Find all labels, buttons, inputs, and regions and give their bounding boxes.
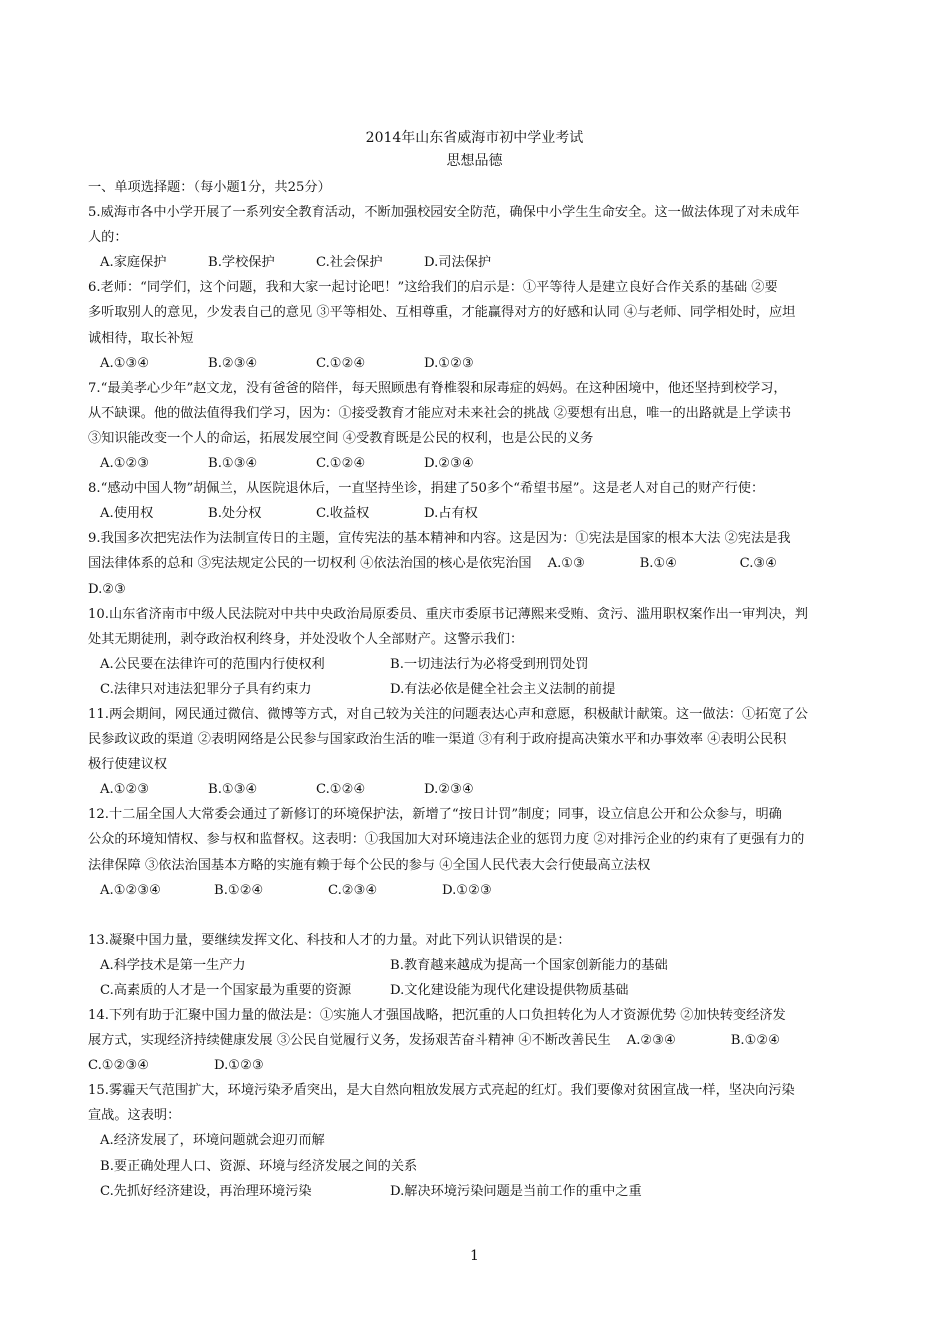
option-d: D.②③④ xyxy=(424,456,474,472)
option-d: D.占有权 xyxy=(424,506,478,522)
question-text: 9.我国多次把宪法作为法制宣传日的主题，宣传宪法的基本精神和内容。这是因为：①宪法是国家的根本大法 ②宪法是我 xyxy=(88,531,791,547)
question-text: 多听取别人的意见，少发表自己的意见 ③平等相处、互相尊重，才能赢得对方的好感和认同 ④与老师、同学相处时，应坦 xyxy=(88,305,796,321)
question-text: 15.雾霾天气范围扩大，环境污染矛盾突出，是大自然向粗放发展方式亮起的红灯。我们要像对贫困宣战一样，坚决向污染 xyxy=(88,1083,795,1099)
option-d: D.①②③ xyxy=(424,355,474,371)
option-c: C.法律只对违法犯罪分子具有约束力 xyxy=(100,681,312,697)
answer-options xyxy=(88,351,868,376)
option-a: A.①②③ xyxy=(100,782,150,798)
question-7 xyxy=(88,376,868,476)
option-a: A.①③ xyxy=(547,556,585,572)
question-text: 7.“最美孝心少年”赵文龙，没有爸爸的陪伴，每天照顾患有脊椎裂和尿毒症的妈妈。在这种困境中，他还坚持到校学习， xyxy=(88,380,787,396)
answer-options xyxy=(88,677,868,702)
option-b: B.处分权 xyxy=(208,506,262,522)
question-text: 12.十二届全国人大常委会通过了新修订的环境保护法，新增了“按日计罚”制度；同事，设立信息公开和公众参与，明确 xyxy=(88,807,782,823)
option-c: C.①②④ xyxy=(316,782,366,798)
option-b: B.②③④ xyxy=(208,355,258,371)
option-d: D.司法保护 xyxy=(424,255,492,271)
answer-options xyxy=(88,978,868,1003)
answer-options xyxy=(88,953,868,978)
question-12 xyxy=(88,802,868,902)
page-number: 1 xyxy=(470,1248,479,1264)
question-13 xyxy=(88,928,868,1003)
question-text: 人的： xyxy=(88,230,128,246)
question-5 xyxy=(88,200,868,275)
question-text: 诚相待，取长补短 xyxy=(88,330,194,346)
option-c: C.③④ xyxy=(739,556,778,572)
question-15 xyxy=(88,1078,868,1203)
option-d: D.①②③ xyxy=(442,882,492,898)
question-10 xyxy=(88,602,868,702)
question-text: 11.两会期间，网民通过微信、微博等方式，对自己较为关注的问题表达心声和意愿，积极献计献策。这一做法：①拓宽了公 xyxy=(88,706,808,722)
question-text xyxy=(88,1028,868,1053)
option-d: D.①②③ xyxy=(214,1058,264,1074)
option-d: D.②③ xyxy=(88,581,126,597)
option-a: A.使用权 xyxy=(100,506,154,522)
question-text: 13.凝聚中国力量，要继续发挥文化、科技和人才的力量。对此下列认识错误的是： xyxy=(88,932,571,948)
question-11 xyxy=(88,702,868,802)
option-a: A.经济发展了，环境问题就会迎刃而解 xyxy=(100,1133,325,1149)
page-title: 2014年山东省威海市初中学业考试 xyxy=(365,130,584,146)
question-text: 处其无期徒刑，剥夺政治权利终身，并处没收个人全部财产。这警示我们： xyxy=(88,631,524,647)
option-c: C.收益权 xyxy=(316,506,370,522)
option-d: D.有法必依是健全社会主义法制的前提 xyxy=(390,681,616,697)
option-a: A.②③④ xyxy=(626,1033,676,1049)
question-text: 10.山东省济南市中级人民法院对中共中央政治局原委员、重庆市委原书记薄熙来受贿、贪污、滥用职权案作出一审判决，判 xyxy=(88,606,808,622)
question-list xyxy=(88,175,868,1204)
answer-options xyxy=(88,652,868,677)
option-c: C.先抓好经济建设，再治理环境污染 xyxy=(100,1183,312,1199)
option-a: A.①②③④ xyxy=(100,882,162,898)
option-b: B.①②④ xyxy=(730,1033,781,1049)
option-d: D.解决环境污染问题是当前工作的重中之重 xyxy=(390,1183,642,1199)
question-text: 6.老师：“同学们，这个问题，我和大家一起讨论吧！”这给我们的启示是：①平等待人是建立良好合作关系的基础 ②要 xyxy=(88,280,778,296)
question-text: 宣战。这表明： xyxy=(88,1108,181,1124)
question-text: 民参政议政的渠道 ②表明网络是公民参与国家政治生活的唯一渠道 ③有利于政府提高决策水平和办事效率 ④表明公民积 xyxy=(88,732,787,748)
answer-options xyxy=(88,501,868,526)
option-b: B.学校保护 xyxy=(208,255,275,271)
answer-options xyxy=(88,1179,868,1204)
option-b: B.一切违法行为必将受到刑罚处罚 xyxy=(390,656,589,672)
section-heading: 一、单项选择题：（每小题1分，共25分） xyxy=(88,180,331,195)
option-d: D.②③④ xyxy=(424,782,474,798)
option-b: B.教育越来越成为提高一个国家创新能力的基础 xyxy=(390,957,668,973)
option-d: D.文化建设能为现代化建设提供物质基础 xyxy=(390,982,629,998)
option-b: B.①③④ xyxy=(208,782,258,798)
option-b: B.①④ xyxy=(639,556,678,572)
answer-options xyxy=(88,250,868,275)
question-text: 5.威海市各中小学开展了一系列安全教育活动，不断加强校园安全防范，确保中小学生生命安全。这一做法体现了对未成年 xyxy=(88,205,800,221)
question-text: 法律保障 ③依法治国基本方略的实施有赖于每个公民的参与 ④全国人民代表大会行使最高立法权 xyxy=(88,857,651,873)
question-text xyxy=(88,551,868,576)
answer-options xyxy=(88,878,868,903)
subject-title: 思想品德 xyxy=(446,153,503,169)
option-c: C.①②④ xyxy=(316,355,366,371)
question-text: 8.“感动中国人物”胡佩兰，从医院退休后，一直坚持坐诊，捐建了50多个“希望书屋”。这是老人对自己的财产行使： xyxy=(88,481,765,497)
option-a: A.家庭保护 xyxy=(100,255,167,271)
answer-options xyxy=(88,451,868,476)
option-c: C.高素质的人才是一个国家最为重要的资源 xyxy=(100,982,352,998)
option-c: C.①②④ xyxy=(316,456,366,472)
option-b: B.要正确处理人口、资源、环境与经济发展之间的关系 xyxy=(100,1158,418,1174)
question-text: 极行使建议权 xyxy=(88,757,168,773)
question-8 xyxy=(88,476,868,526)
answer-options xyxy=(88,1053,868,1078)
question-9 xyxy=(88,526,868,601)
option-a: A.科学技术是第一生产力 xyxy=(100,957,246,973)
spacer xyxy=(88,903,868,928)
option-c: C.社会保护 xyxy=(316,255,383,271)
option-a: A.①③④ xyxy=(100,355,150,371)
option-b: B.①②④ xyxy=(214,882,264,898)
question-6 xyxy=(88,275,868,375)
option-b: B.①③④ xyxy=(208,456,258,472)
answer-options xyxy=(88,777,868,802)
option-a: A.①②③ xyxy=(100,456,150,472)
question-text: 从不缺课。他的做法值得我们学习，因为：①接受教育才能应对未来社会的挑战 ②要想有出息，唯一的出路就是上学读书 xyxy=(88,405,792,421)
question-text-part: 国法律体系的总和 ③宪法规定公民的一切权利 ④依法治国的核心是依宪治国 xyxy=(88,556,532,572)
question-text: 公众的环境知情权、参与权和监督权。这表明：①我国加大对环境违法企业的惩罚力度 ②对排污企业的约束有了更强有力的 xyxy=(88,832,805,848)
question-text: 14.下列有助于汇聚中国力量的做法是：①实施人才强国战略，把沉重的人口负担转化为人才资源优势 ②加快转变经济发 xyxy=(88,1008,786,1023)
option-c: C.②③④ xyxy=(328,882,378,898)
question-14 xyxy=(88,1003,868,1078)
question-text: ③知识能改变一个人的命运，拓展发展空间 ④受教育既是公民的权利，也是公民的义务 xyxy=(88,430,594,446)
question-text-part: 展方式，实现经济持续健康发展 ③公民自觉履行义务，发扬艰苦奋斗精神 ④不断改善民生 xyxy=(88,1033,611,1049)
option-c: C.①②③④ xyxy=(88,1058,150,1074)
option-a: A.公民要在法律许可的范围内行使权利 xyxy=(100,656,325,672)
